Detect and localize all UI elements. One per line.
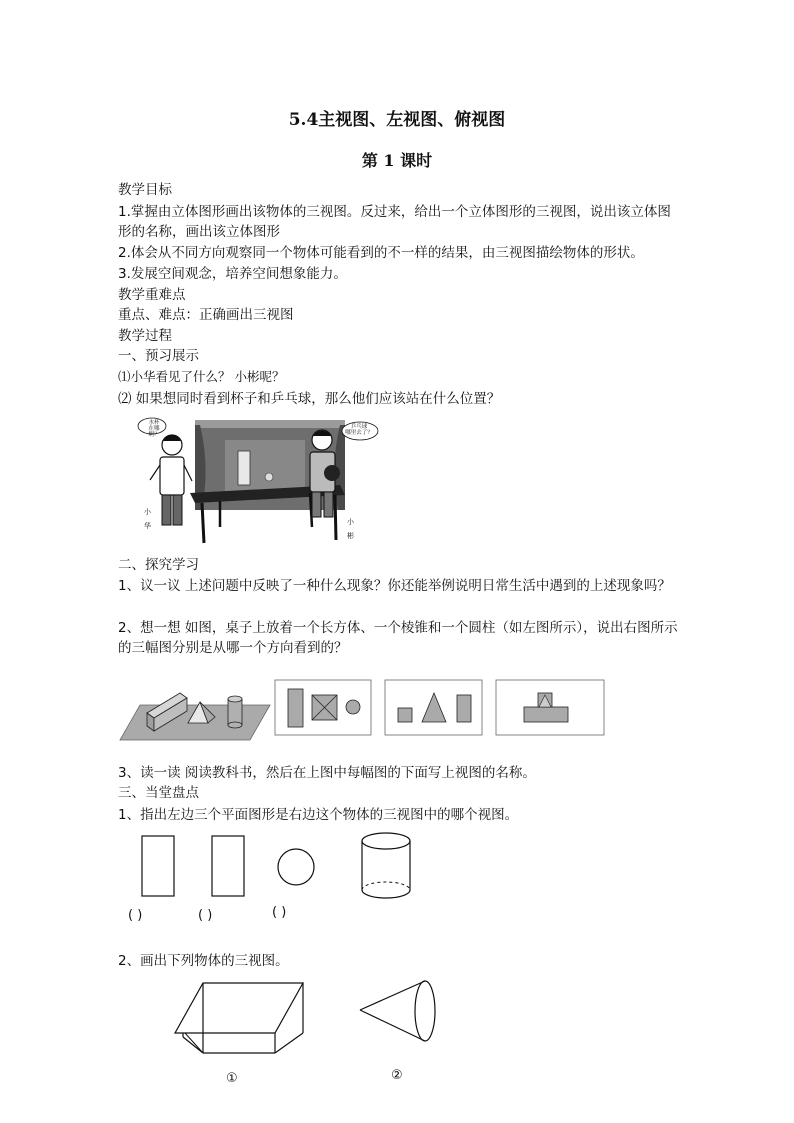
right-name-char-2: 彬 (347, 532, 354, 540)
section1-heading: 一、预习展示 (118, 348, 199, 364)
left-name-char-1: 小 (144, 508, 151, 516)
discuss-item: 1、议一议 上述问题中反映了一种什么现象？你还能举例说明日常生活中遇到的上述现象吗？ (118, 578, 671, 594)
think-item: 2、想一想 如图，桌子上放着一个长方体、一个棱锥和一个圆柱（如左图所示），说出右图所示的三幅图分别是从哪一个方向看到的？ (118, 620, 678, 656)
right-bubble-line-2: 哪里去了？ (345, 430, 373, 436)
preview-question-1: ⑴小华看见了什么？ 小彬呢？ (118, 369, 285, 384)
left-boy-name (144, 505, 151, 533)
practice-item-1: 1、指出左边三个平面图形是右边这个物体的三视图中的哪个视图。 (118, 807, 519, 823)
draw-views-exercise-figure (175, 975, 445, 1070)
left-bubble-line-2: 在哪啊？ (148, 426, 160, 438)
read-item: 3、读一读 阅读教科书，然后在上图中每幅图的下面写上视图的名称。 (118, 765, 536, 781)
left-speech-bubble (144, 420, 164, 438)
objective-2: 2.体会从不同方向观察同一个物体可能看到的不一样的结果，由三视图描绘物体的形状。 (118, 245, 644, 261)
answer-blank-1[interactable]: ( ) (128, 908, 143, 923)
three-views-exercise-figure (130, 830, 420, 910)
figure-label-2: ② (391, 1068, 403, 1083)
answer-blank-3[interactable]: ( ) (272, 905, 287, 920)
section3-heading: 三、当堂盘点 (118, 785, 199, 801)
keypoints-text: 重点、难点：正确画出三视图 (118, 307, 294, 323)
objectives-heading: 教学目标 (118, 182, 172, 198)
process-heading: 教学过程 (118, 328, 172, 344)
preview-question-2: ⑵ 如果想同时看到杯子和乒乓球，那么他们应该站在什么位置？ (118, 391, 501, 407)
answer-blank-2[interactable]: ( ) (198, 908, 213, 923)
right-name-char-1: 小 (347, 518, 354, 526)
left-bubble-line-1: 水杯 (148, 420, 160, 426)
right-bubble-line-1: 乒乓球 (350, 424, 368, 430)
lesson-subtitle: 第 1 课时 (361, 151, 433, 170)
objective-3: 3.发展空间观念，培养空间想象能力。 (118, 266, 347, 282)
keypoints-heading: 教学重难点 (118, 287, 186, 303)
objective-1: 1.掌握由立体图形画出该物体的三视图。反过来，给出一个立体图形的三视图，说出该立体图形的名称，画出该立体图形 (118, 204, 671, 240)
section2-heading: 二、探究学习 (118, 557, 199, 573)
right-speech-bubble (344, 424, 374, 436)
solids-and-views-figure (120, 665, 610, 755)
practice-item-2: 2、画出下列物体的三视图。 (118, 953, 289, 969)
left-name-char-2: 华 (144, 522, 151, 530)
page-title: 5.4主视图、左视图、俯视图 (288, 110, 506, 130)
right-boy-name (347, 515, 354, 543)
figure-label-1: ① (226, 1071, 238, 1086)
